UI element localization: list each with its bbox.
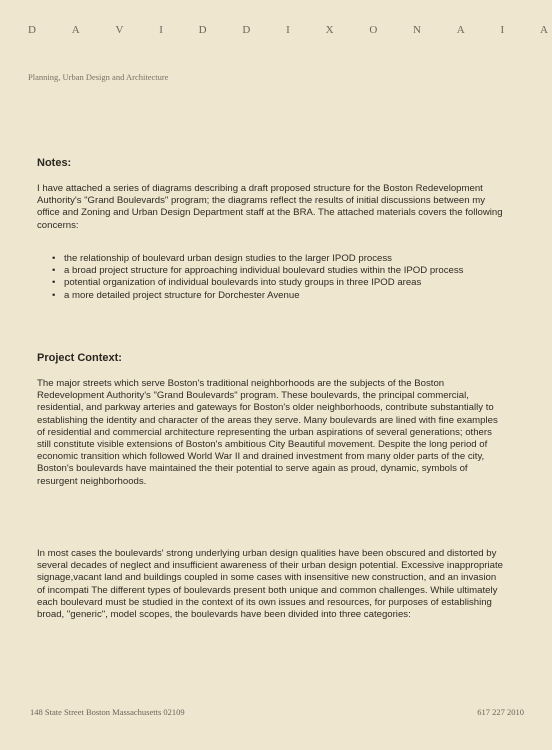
letterhead-subtitle: Planning, Urban Design and Architecture: [28, 72, 169, 82]
letterhead-name: [28, 24, 548, 36]
letterhead-letter: A: [456, 24, 465, 36]
letterhead-letter: D: [242, 24, 251, 36]
letterhead-letter: A: [71, 24, 80, 36]
list-item-text: the relationship of boulevard urban design studies to the larger IPOD process: [64, 253, 392, 264]
list-item-text: a more detailed project structure for Dorchester Avenue: [64, 289, 300, 301]
list-item-text: potential organization of individual boulevards into study groups in three IPOD areas: [64, 277, 422, 289]
letterhead-letter: V: [115, 24, 124, 36]
notes-heading: Notes:: [37, 157, 72, 169]
letterhead-letter: D: [198, 24, 207, 36]
notes-intro: I have attached a series of diagrams describing a draft proposed structure for the Boston Redevelopment Authority's "Grand Boulevards" program; the diagrams reflect the results of initial discussions between my office and Zoning and Urban Design Department staff at the BRA. The attached materials covers the following concerns:: [37, 183, 503, 231]
footer-phone: 617 227 2010: [477, 707, 524, 717]
list-item: [50, 277, 505, 289]
letterhead-letter: I: [500, 24, 505, 36]
list-item: [50, 265, 505, 277]
letterhead-letter: O: [369, 24, 378, 36]
footer-address: 148 State Street Boston Massachusetts 02109: [30, 707, 185, 717]
context-paragraph-1: The major streets which serve Boston's traditional neighborhoods are the subjects of the Boston Redevelopment Authority's "Grand Boulevards" program. These boulevards, the principal commercial, residential, and parkway arteries and gateways for Boston's older neighborhoods, contribute substantially to establishing the identity and character of the areas they serve. Many boulevards are lined with fine examples of residential and commercial architecture representing the urban aspirations of several generations; others still constitute visible extensions of Boston's ambitious City Beautiful movement. Despite the long period of economic transition which followed World War II and drained investment from many older parts of the city, Boston's boulevards have maintained the their potential to serve again as proud, dynamic, symbols of resurgent neighborhoods.: [37, 378, 498, 487]
project-context-heading: Project Context:: [37, 352, 122, 364]
bullet-icon: •: [52, 289, 56, 301]
bullet-icon: •: [52, 253, 56, 264]
concerns-list: [50, 253, 505, 302]
letterhead-letter: X: [325, 24, 334, 36]
letterhead-letter: N: [413, 24, 421, 36]
letterhead-letter: D: [28, 24, 36, 36]
list-item: [50, 253, 505, 265]
bullet-icon: •: [52, 277, 56, 289]
letterhead-letter: A: [539, 24, 548, 36]
list-item-text: a broad project structure for approaching individual boulevard studies within the IPOD process: [64, 265, 464, 277]
list-item: [50, 290, 505, 302]
letterhead-letter: I: [286, 24, 290, 36]
letterhead-letter: I: [159, 24, 163, 36]
context-paragraph-2: In most cases the boulevards' strong underlying urban design qualities have been obscured and distorted by several decades of neglect and insufficient awareness of their urban design potential. Excessive inappropriate signage,vacant land and buildings coupled in some cases with insensitive new construction, and an invasion of incompati The different types of boulevards present both unique and common challenges. While ultimately each boulevard must be studied in the context of its own issues and resources, for purposes of establishing broad, "generic", model scopes, the boulevards have been divided into three categories:: [37, 548, 503, 621]
bullet-icon: •: [52, 265, 56, 277]
